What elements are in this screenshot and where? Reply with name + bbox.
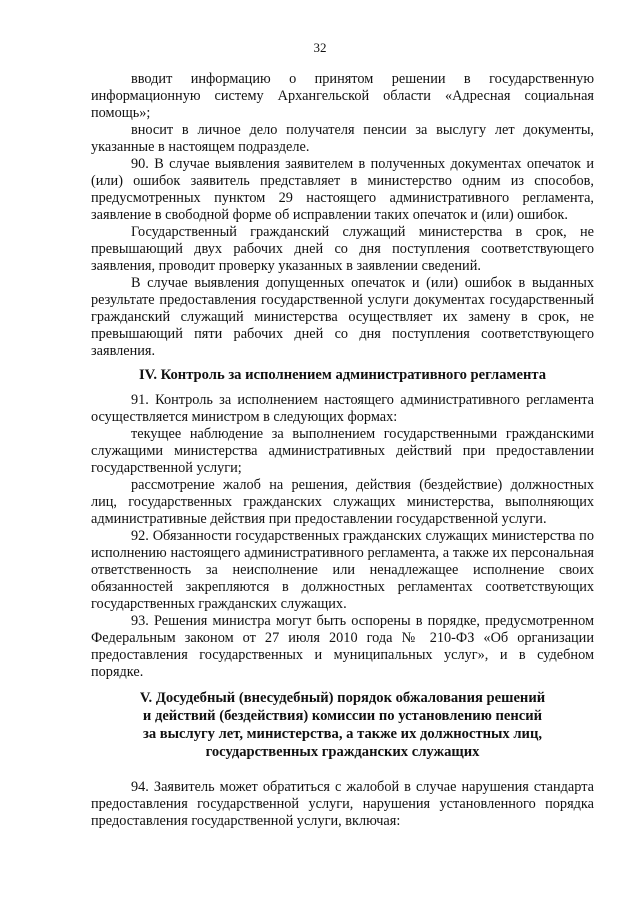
section-heading-v-line: и действий (бездействия) комиссии по установлению пенсий — [142, 708, 543, 724]
section-heading-v-line: государственных гражданских служащих — [205, 744, 480, 760]
paragraph-90: 90. В случае выявления заявителем в полученных документах опечаток и (или) ошибок заявитель представляет в министерство одним из способов, предусмотренных пунктом 29 настоящего административного регламента, заявление в свободной форме об исправлении таких опечаток и (или) ошибок. — [91, 156, 594, 223]
section-heading-v — [91, 689, 594, 761]
page-number: 32 — [313, 40, 327, 55]
paragraph-92: 92. Обязанности государственных гражданских служащих министерства по исполнению настоящего административного регламента, а также их персональная ответственность за неисполнение или ненадлежащее исполнение своих обязанностей закрепляются в должностных регламентах соответствующих государственных гражданских служащих. — [91, 528, 594, 612]
paragraph-94: 94. Заявитель может обратиться с жалобой в случае нарушения стандарта предоставления государственной услуги, нарушения установленного порядка предоставления государственной услуги, включая: — [91, 779, 594, 829]
page-content — [91, 71, 594, 830]
paragraph-verification: Государственный гражданский служащий министерства в срок, не превышающий двух рабочих дней со дня поступления соответствующего заявления, проводит проверку указанных в заявлении сведений. — [91, 224, 594, 274]
paragraph-91: 91. Контроль за исполнением настоящего административного регламента осуществляется министром в следующих формах: — [91, 392, 594, 425]
paragraph-info-entry: вводит информацию о принятом решении в государственную информационную систему Архангельской области «Адресная социальная помощь»; — [91, 71, 594, 121]
paragraph-replacement: В случае выявления допущенных опечаток и (или) ошибок в выданных результате предоставления государственной услуги документах государственный гражданский служащий министерства осуществляет их замену в срок, не превышающий пяти рабочих дней со дня поступления соответствующего заявления. — [91, 275, 594, 359]
paragraph-complaints-review: рассмотрение жалоб на решения, действия (бездействие) должностных лиц, государственных гражданских служащих министерства, выполняющих административные действия при предоставлении государственной услуги. — [91, 477, 594, 527]
section-heading-v-line: V. Досудебный (внесудебный) порядок обжалования решений — [139, 690, 546, 706]
paragraph-93: 93. Решения министра могут быть оспорены в порядке, предусмотренном Федеральным законом от 27 июля 2010 года № 210-ФЗ «Об организации предоставления государственных и муниципальных услуг», и в судебном порядке. — [91, 613, 594, 680]
section-heading-iv: IV. Контроль за исполнением административного регламента — [139, 367, 546, 383]
section-heading-v-line: за выслугу лет, министерства, а также их должностных лиц, — [142, 726, 543, 742]
paragraph-current-monitoring: текущее наблюдение за выполнением государственными гражданскими служащими министерства административных действий при предоставлении государственной услуги; — [91, 426, 594, 476]
paragraph-personal-file: вносит в личное дело получателя пенсии за выслугу лет документы, указанные в настоящем подразделе. — [91, 122, 594, 155]
